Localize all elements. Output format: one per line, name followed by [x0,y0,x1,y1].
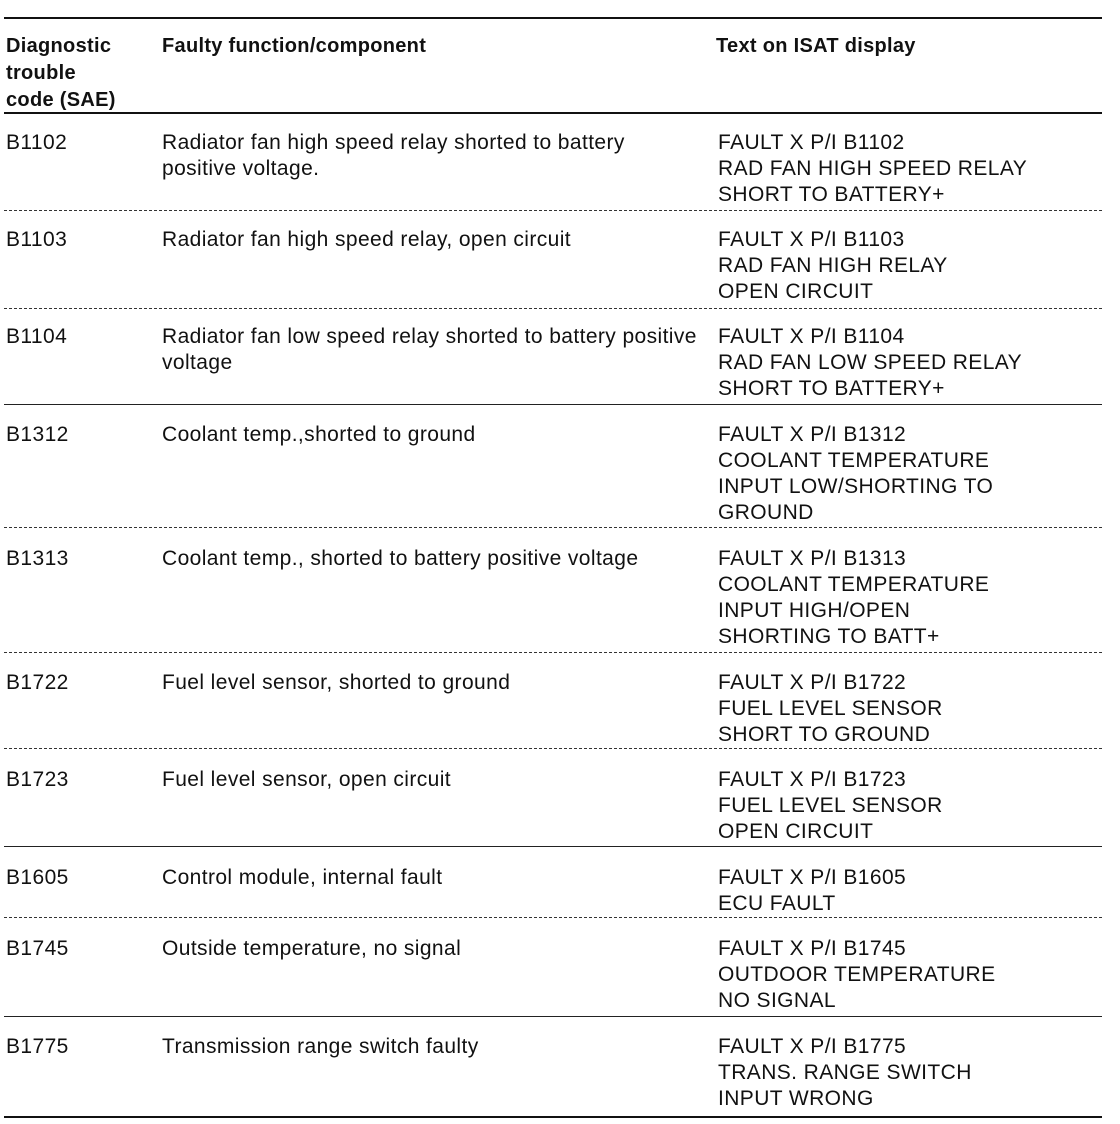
row-divider [4,846,1102,847]
table-top-rule [4,17,1102,19]
row-divider [4,917,1102,918]
fault-function-text: Outside temperature, no signal [162,937,462,960]
isat-line: SHORT TO BATTERY+ [718,183,945,206]
isat-text [718,324,1108,402]
isat-text [718,1034,1108,1112]
isat-line: TRANS. RANGE SWITCH [718,1061,972,1084]
fault-function [162,767,702,793]
fault-function [162,130,702,182]
isat-line: FAULT X P/I B1775 [718,1035,907,1058]
isat-line: COOLANT TEMPERATURE [718,449,990,472]
isat-line: FUEL LEVEL SENSOR [718,697,943,720]
isat-text [718,670,1108,748]
isat-line: RAD FAN HIGH RELAY [718,254,948,277]
fault-function-text: Radiator fan high speed relay, open circuit [162,228,572,251]
header-code-line: trouble [6,62,76,84]
isat-line: INPUT HIGH/OPEN [718,599,911,622]
isat-text [718,767,1108,845]
fault-function [162,422,702,448]
dtc-code: B1745 [6,937,69,960]
fault-function-text: Radiator fan low speed relay shorted to battery positive voltage [162,325,697,374]
isat-line: INPUT LOW/SHORTING TO [718,475,994,498]
row-divider [4,1016,1102,1017]
fault-function-text: Fuel level sensor, shorted to ground [162,671,511,694]
dtc-code: B1605 [6,866,69,889]
fault-function [162,324,702,376]
fault-function-text: Coolant temp., shorted to battery positive voltage [162,547,639,570]
isat-line: SHORT TO BATTERY+ [718,377,945,400]
fault-function [162,227,702,253]
dtc-code: B1775 [6,1035,69,1058]
isat-line: COOLANT TEMPERATURE [718,573,990,596]
isat-line: FAULT X P/I B1103 [718,228,905,251]
isat-line: FAULT X P/I B1745 [718,937,907,960]
row-divider [4,652,1102,653]
row-divider [4,748,1102,749]
isat-line: FAULT X P/I B1104 [718,325,905,348]
header-isat-column: Text on ISAT display [716,35,916,57]
isat-text [718,865,1108,917]
header-bottom-rule [4,112,1102,114]
isat-line: SHORT TO GROUND [718,723,931,746]
table-bottom-rule [4,1116,1102,1118]
isat-text [718,546,1108,650]
dtc-code: B1103 [6,228,68,251]
isat-line: NO SIGNAL [718,989,836,1012]
fault-function-text: Fuel level sensor, open circuit [162,768,452,791]
header-function-column: Faulty function/component [162,35,427,57]
header-code-column [6,33,156,114]
fault-function [162,546,702,572]
fault-function-text: Coolant temp.,shorted to ground [162,423,476,446]
row-divider [4,210,1102,211]
fault-function [162,936,702,962]
dtc-code: B1723 [6,768,69,791]
dtc-code: B1312 [6,423,69,446]
row-divider [4,404,1102,405]
header-code-line: code (SAE) [6,89,116,111]
isat-line: FAULT X P/I B1722 [718,671,907,694]
isat-line: FAULT X P/I B1605 [718,866,907,889]
isat-line: GROUND [718,501,814,524]
isat-text [718,422,1108,526]
isat-line: OPEN CIRCUIT [718,820,874,843]
isat-line: FAULT X P/I B1102 [718,131,905,154]
dtc-code: B1102 [6,131,68,154]
fault-function [162,1034,702,1060]
isat-line: FUEL LEVEL SENSOR [718,794,943,817]
isat-line: OPEN CIRCUIT [718,280,874,303]
isat-line: RAD FAN HIGH SPEED RELAY [718,157,1028,180]
isat-line: FAULT X P/I B1723 [718,768,907,791]
fault-function [162,670,702,696]
dtc-code: B1313 [6,547,69,570]
header-code-line: Diagnostic [6,35,112,57]
dtc-code: B1722 [6,671,69,694]
isat-line: FAULT X P/I B1313 [718,547,907,570]
isat-line: FAULT X P/I B1312 [718,423,907,446]
fault-function-text: Control module, internal fault [162,866,443,889]
isat-line: SHORTING TO BATT+ [718,625,940,648]
dtc-code: B1104 [6,325,68,348]
fault-function-text: Radiator fan high speed relay shorted to battery positive voltage. [162,131,625,180]
isat-line: ECU FAULT [718,892,836,915]
isat-line: INPUT WRONG [718,1087,874,1110]
isat-text [718,227,1108,305]
isat-line: RAD FAN LOW SPEED RELAY [718,351,1023,374]
isat-text [718,936,1108,1014]
fault-function [162,865,702,891]
row-divider [4,308,1102,309]
fault-function-text: Transmission range switch faulty [162,1035,479,1058]
isat-text [718,130,1108,208]
isat-line: OUTDOOR TEMPERATURE [718,963,996,986]
row-divider [4,527,1102,528]
